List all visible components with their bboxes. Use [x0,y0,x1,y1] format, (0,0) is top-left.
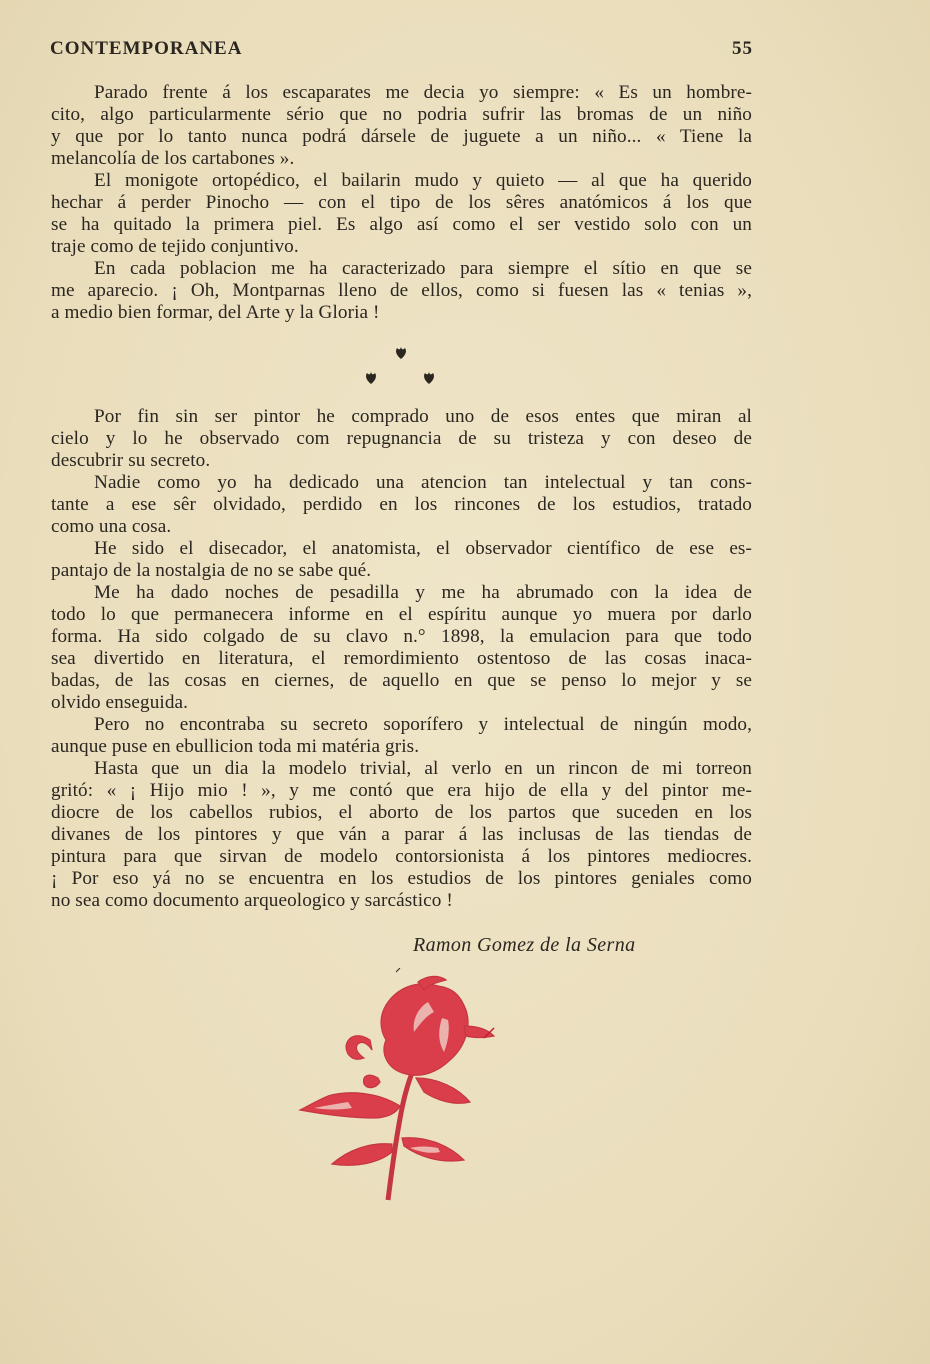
author-signature: Ramon Gomez de la Serna [413,934,636,956]
text-line: badas, de las cosas en ciernes, de aquello en que se penso lo mejor y se [51,670,752,691]
text-line: aunque puse en ebullicion toda mi matéria gris. [51,736,420,757]
fleuron-icon [422,371,436,385]
text-line: Me ha dado noches de pesadilla y me ha abrumado con la idea de [94,582,752,603]
text-line: pantajo de la nostalgia de no se sabe qué. [51,560,372,581]
text-line: me aparecio. ¡ Oh, Montparnas lleno de ellos, como si fuesen las « tenias », [51,280,752,301]
text-block-2 [51,406,752,912]
text-line: no sea como documento arqueologico y sarcástico ! [51,890,453,911]
text-line: diocre de los cabellos rubios, el aborto de los partos que suceden en los [51,802,752,823]
text-line: Pero no encontraba su secreto soporífero y intelectual de ningún modo, [94,714,752,735]
text-line: traje como de tejido conjuntivo. [51,236,299,257]
text-line: descubrir su secreto. [51,450,211,471]
text-line: se ha quitado la primera piel. Es algo así como el ser vestido solo con un [51,214,752,235]
text-line: Por fin sin ser pintor he comprado uno de esos entes que miran al [94,406,752,427]
text-block-1 [51,82,752,324]
text-line: gritó: « ¡ Hijo mio ! », y me contó que era hijo de ella y del pintor me- [51,780,752,801]
text-line: En cada poblacion me ha caracterizado para siempre el sítio en que se [94,258,752,279]
text-line: tante a ese sêr olvidado, perdido en los rincones de los estudios, tratado [51,494,752,515]
fleuron-icon [364,371,378,385]
text-line: ¡ Por eso yá no se encuentra en los estudios de los pintores geniales como [51,868,752,889]
text-line: divanes de los pintores y que ván a parar á las inclusas de las tiendas de [51,824,752,845]
text-line: olvido enseguida. [51,692,189,713]
text-line: todo lo que permanecera informe en el espíritu aunque yo muera por darlo [51,604,752,625]
text-line: pintura para que sirvan de modelo contorsionista á los pintores mediocres. [51,846,752,867]
text-line: Nadie como yo ha dedicado una atencion tan intelectual y tan cons- [94,472,752,493]
text-line: melancolía de los cartabones ». [51,148,295,169]
text-line: He sido el disecador, el anatomista, el observador científico de ese es- [94,538,752,559]
flower-vignette-icon [288,968,520,1204]
journal-title: CONTEMPORANEA [50,38,243,59]
text-line: cito, algo particularmente sério que no podria sufrir las bromas de un niño [51,104,752,125]
text-line: como una cosa. [51,516,172,537]
text-line: cielo y lo he observado com repugnancia de su tristeza y con deseo de [51,428,752,449]
fleuron-icon [394,346,408,360]
text-line: y que por lo tanto nunca podrá dársele de juguete a un niño... « Tiene la [51,126,752,147]
text-line: Hasta que un dia la modelo trivial, al verlo en un rincon de mi torreon [94,758,752,779]
text-line: Parado frente á los escaparates me decia yo siempre: « Es un hombre- [94,82,752,103]
text-line: hechar á perder Pinocho — con el tipo de los sêres anatómicos á los que [51,192,752,213]
text-line: a medio bien formar, del Arte y la Gloria ! [51,302,380,323]
text-line: forma. Ha sido colgado de su clavo n.° 1898, la emulacion para que todo [51,626,752,647]
text-line: sea divertido en literatura, el remordimiento ostentoso de las cosas inaca- [51,648,752,669]
page-number: 55 [732,38,753,59]
running-head [50,38,753,64]
text-line: El monigote ortopédico, el bailarin mudo y quieto — al que ha querido [94,170,752,191]
